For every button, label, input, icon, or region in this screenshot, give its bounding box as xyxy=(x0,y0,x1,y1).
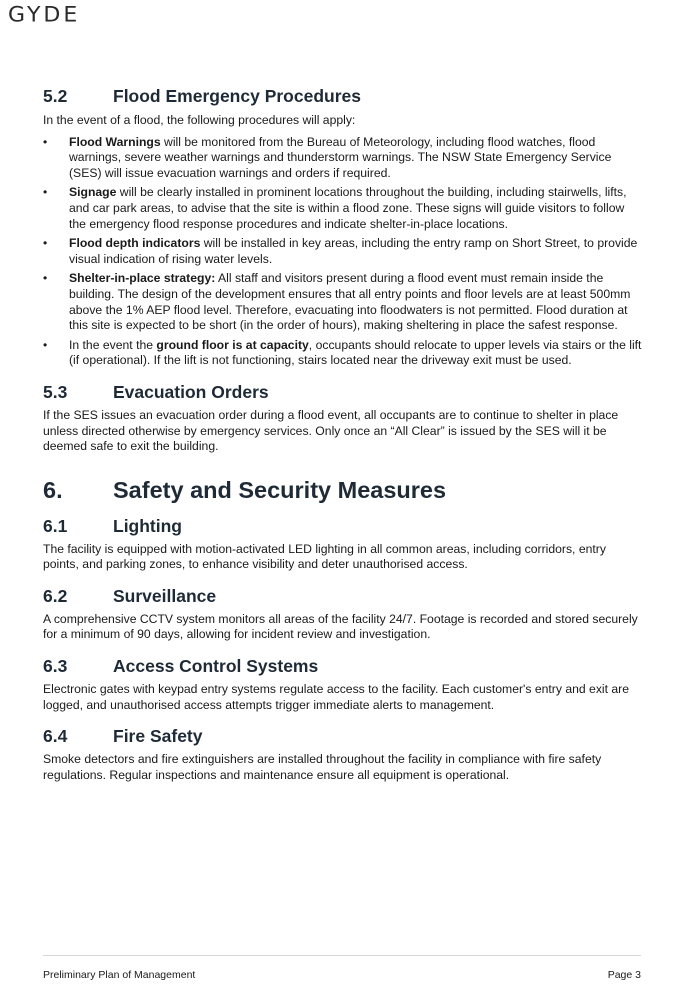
list-item-lead: Shelter-in-place strategy: xyxy=(69,271,216,286)
section-title: Fire Safety xyxy=(113,726,203,747)
list-item-emphasis: ground floor is at capacity xyxy=(156,337,309,352)
section-number: 5.2 xyxy=(43,86,68,106)
section-title: Access Control Systems xyxy=(113,656,319,677)
list-item xyxy=(43,236,643,267)
list-item-text: All staff and visitors present during a flood event must remain inside the building. The design of the development ensures that all entry points and floor levels are at least 500mm above the 1% AEP flood level. Therefore, evacuating into floodwaters is not permitted. Flood duration at this site is expected to be short (in the order of hours), making sheltering in place the safest response. xyxy=(69,271,631,333)
section-number: 6.3 xyxy=(43,656,68,677)
section-6-1-heading xyxy=(43,515,643,537)
footer-divider xyxy=(43,955,641,956)
list-item xyxy=(43,185,643,232)
section-6-3-body: Electronic gates with keypad entry systems regulate access to the facility. Each customer's entry and exit are logged, and unauthorised access attempts trigger immediate alerts to management. xyxy=(43,682,630,712)
list-item xyxy=(43,338,643,369)
section-title: Flood Emergency Procedures xyxy=(113,86,361,106)
section-title: Lighting xyxy=(113,515,183,536)
section-number: 6.4 xyxy=(43,726,68,747)
section-6-4-body: Smoke detectors and fire extinguishers are installed throughout the facility in compliance with fire safety regulations. Regular inspections and maintenance ensure all equipment is operational. xyxy=(43,752,602,782)
list-item-text: will be clearly installed in prominent locations throughout the building, including stairwells, lifts, and car park areas, to advise that the site is within a flood zone. These signs will guide visitors to follow the emergency flood response procedures and indicate shelter-in-place locations. xyxy=(69,185,627,231)
bullet-icon: • xyxy=(43,337,48,352)
document-body xyxy=(43,85,643,783)
section-6-2-body: A comprehensive CCTV system monitors all areas of the facility 24/7. Footage is recorded and stored securely for a minimum of 90 days, allowing for incident review and investigation. xyxy=(43,611,638,642)
section-6-1-body: The facility is equipped with motion-activated LED lighting in all common areas, including corridors, entry points, and parking zones, to enhance visibility and deter unauthorised access. xyxy=(43,541,606,572)
list-item-text: , occupants should relocate to upper levels via stairs or the lift (if operational). If the lift is not functioning, stairs located near the driveway exit must be used. xyxy=(69,337,642,368)
section-6-2-heading xyxy=(43,585,643,607)
company-logo: GYDE xyxy=(8,3,81,28)
section-5-3-heading xyxy=(43,381,643,403)
footer-document-title: Preliminary Plan of Management xyxy=(43,969,196,981)
section-5-3-body: If the SES issues an evacuation order during a flood event, all occupants are to continue to shelter in place unless directed otherwise by emergency services. Only once an “All Clear” is issued by the SES will it be deemed safe to exit the building. xyxy=(43,407,619,454)
section-number: 6. xyxy=(43,476,63,503)
list-item xyxy=(43,135,643,182)
section-number: 5.3 xyxy=(43,381,68,402)
bullet-icon: • xyxy=(43,185,48,200)
section-number: 6.1 xyxy=(43,515,68,536)
list-item-text: will be installed in key areas, including the entry ramp on Short Street, to provide visual indication of rising water levels. xyxy=(69,236,638,266)
section-6-4-heading xyxy=(43,725,643,747)
bullet-icon: • xyxy=(43,134,48,149)
list-item-lead: Flood Warnings xyxy=(69,134,161,149)
section-6-3-heading xyxy=(43,655,643,677)
list-item-lead: Flood depth indicators xyxy=(69,236,201,251)
list-item-lead: Signage xyxy=(69,185,117,200)
flood-procedures-list xyxy=(43,135,643,369)
section-number: 6.2 xyxy=(43,585,68,606)
section-5-2-intro: In the event of a flood, the following procedures will apply: xyxy=(43,113,356,127)
section-title: Safety and Security Measures xyxy=(113,476,447,503)
section-6-heading xyxy=(43,475,643,505)
section-title: Surveillance xyxy=(113,585,217,606)
bullet-icon: • xyxy=(43,271,48,286)
list-item-text: In the event the xyxy=(69,337,157,352)
bullet-icon: • xyxy=(43,236,48,251)
section-5-2-heading xyxy=(43,85,643,107)
footer-page-number: Page 3 xyxy=(607,969,641,981)
section-title: Evacuation Orders xyxy=(113,381,269,402)
list-item-text: will be monitored from the Bureau of Meteorology, including flood watches, flood warnings, severe weather warnings and thunderstorm warnings. The NSW State Emergency Service (SES) will issue evacuation warnings and orders if required. xyxy=(69,134,612,180)
list-item xyxy=(43,271,643,333)
